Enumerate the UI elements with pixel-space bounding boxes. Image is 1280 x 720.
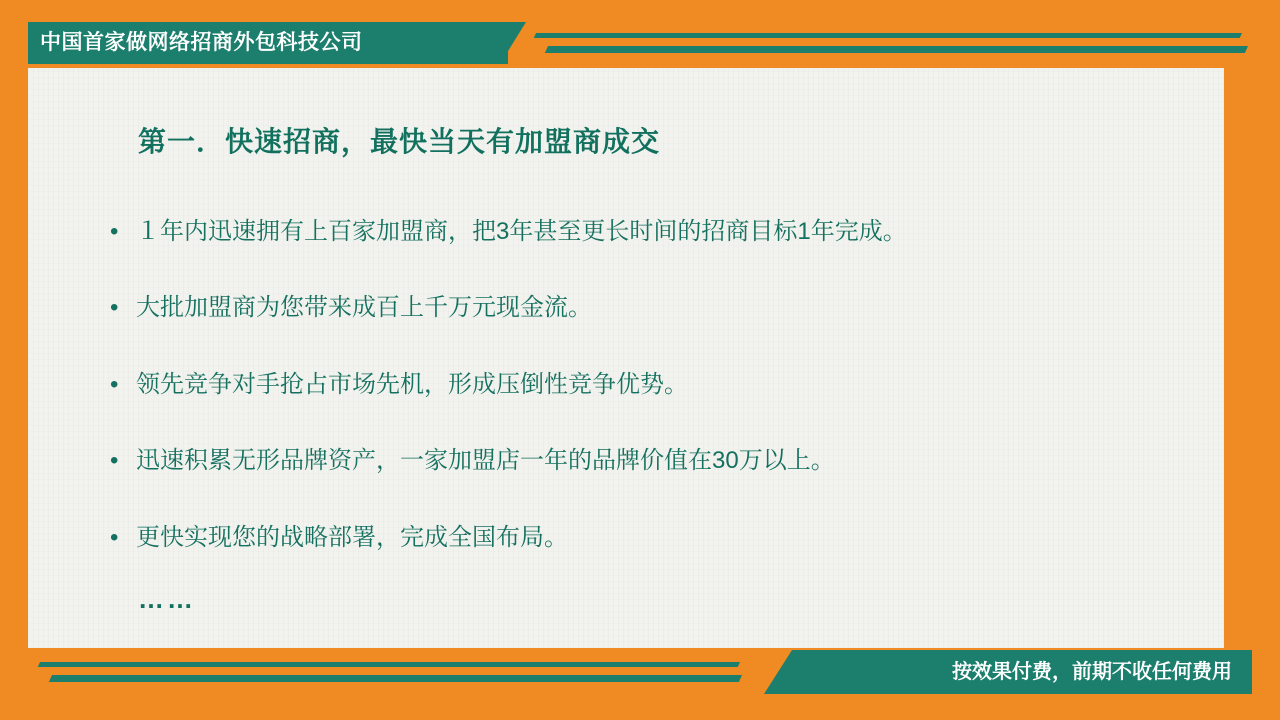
header-stripe-upper	[534, 33, 1242, 38]
footer-band	[0, 650, 1280, 694]
footer-stripe-upper	[38, 662, 740, 667]
header-band	[0, 22, 1280, 64]
footer-stripe-lower	[49, 675, 742, 682]
header-stripe-lower	[545, 46, 1248, 53]
footer-tagline: 按效果付费，前期不收任何费用	[952, 661, 1232, 683]
header-title: 中国首家做网络招商外包科技公司	[40, 31, 363, 54]
list-item-text: 大批加盟商为您带来成百上千万元现金流。	[136, 294, 592, 322]
ellipsis-text: ……	[138, 583, 196, 614]
list-item	[110, 292, 1220, 324]
header-green-arrow	[500, 22, 526, 64]
bullet-dot-icon: •	[110, 370, 119, 398]
list-item-text: 领先竞争对手抢占市场先机，形成压倒性竞争优势。	[136, 370, 688, 398]
list-item-text: 迅速积累无形品牌资产，一家加盟店一年的品牌价值在30万以上。	[136, 447, 835, 475]
bullet-list	[110, 216, 1220, 554]
list-item-text: １年内迅速拥有上百家加盟商，把3年甚至更长时间的招商目标1年完成。	[136, 218, 907, 245]
bullet-dot-icon: •	[110, 294, 119, 322]
list-item	[110, 216, 1220, 248]
list-item	[110, 369, 1220, 401]
list-item	[110, 522, 1220, 554]
bullet-dot-icon: •	[110, 218, 119, 245]
list-item	[110, 445, 1220, 477]
list-item-text: 更快实现您的战略部署，完成全国布局。	[136, 523, 568, 551]
bullet-dot-icon: •	[110, 523, 119, 551]
bullet-dot-icon: •	[110, 447, 119, 475]
slide-heading: 第一．快速招商，最快当天有加盟商成交	[138, 126, 661, 157]
slide-content	[110, 120, 1220, 615]
footer-green-arrow	[764, 650, 792, 694]
